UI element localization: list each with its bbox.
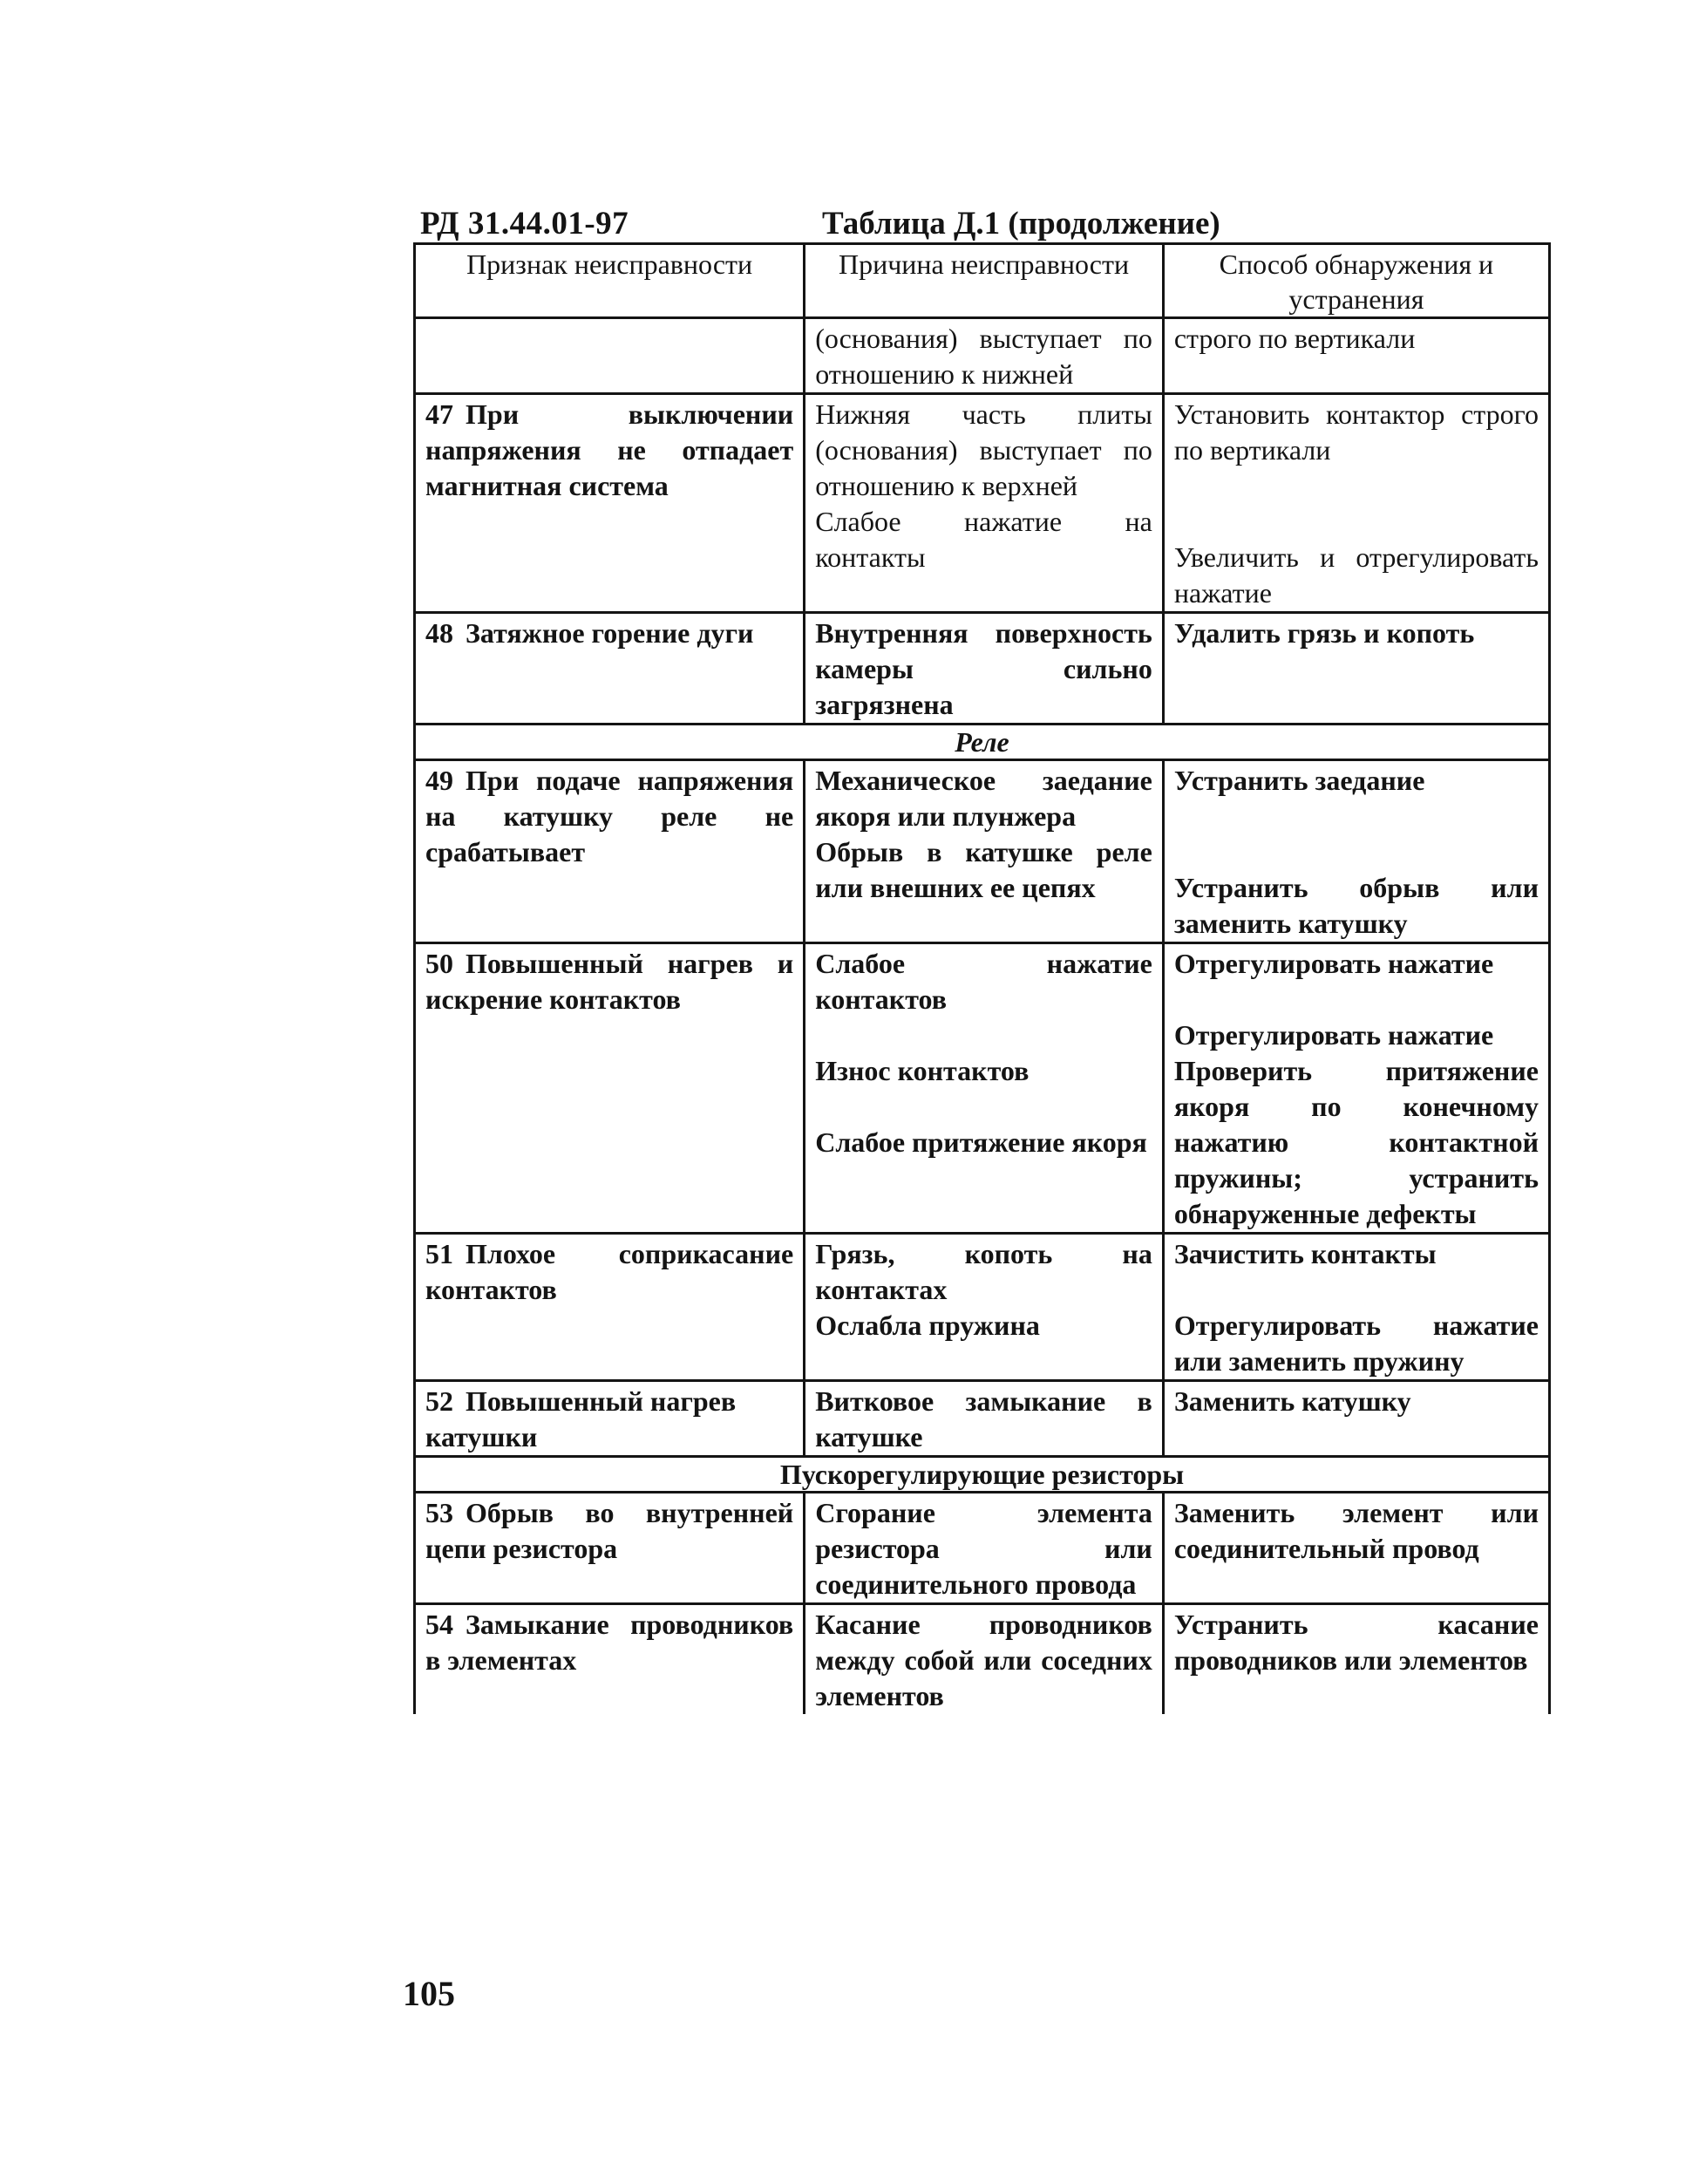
cause-text: Механическое заедание якоря или плунжера	[815, 765, 1152, 832]
method-text: Зачистить контакты	[1173, 1238, 1437, 1269]
sign-cell	[415, 1604, 805, 1715]
cause-text: Слабое нажатие контактов	[815, 948, 1152, 1015]
method-cell: Удалить грязь и копоть	[1163, 613, 1549, 725]
sign-text: Повышенный нагрев и искрение контактов	[425, 948, 794, 1015]
table-row	[415, 943, 1550, 1234]
method-cell	[1163, 760, 1549, 943]
method-cell: Заменить элемент или соединительный провод	[1163, 1493, 1549, 1604]
method-text: Проверить притяжение якоря по конечному нажатию контактной пружины; устранить обнаруженные дефекты	[1173, 1055, 1539, 1229]
method-cell	[1163, 1234, 1549, 1381]
cause-text: Слабое нажатие на контакты	[815, 506, 1152, 573]
sign-cell	[415, 1493, 805, 1604]
table-row	[415, 760, 1550, 943]
table-header-row	[415, 244, 1550, 318]
page-number: 105	[403, 1974, 455, 2013]
cause-cell	[805, 394, 1164, 613]
cause-cell	[805, 760, 1164, 943]
sign-text: Затяжное горение дуги	[466, 617, 754, 649]
row-number: 50	[425, 948, 453, 979]
sign-text: При подаче напряжения на катушку реле не срабатывает	[425, 765, 794, 867]
cause-text: Нижняя часть плиты (основания) выступает по отношению к верхней	[815, 398, 1152, 501]
document-code: РД 31.44.01-97	[420, 206, 629, 242]
sign-text: При выключении напряжения не отпадает магнитная система	[425, 398, 794, 501]
method-cell	[1163, 943, 1549, 1234]
table-row	[415, 613, 1550, 725]
row-number: 53	[425, 1497, 453, 1528]
row-number: 48	[425, 617, 453, 649]
sign-text: Обрыв во внутренней цепи резистора	[425, 1497, 794, 1564]
sign-text: 52 Повышенный нагрев	[425, 1385, 737, 1417]
section-title	[415, 725, 1550, 760]
sign-cell	[415, 318, 805, 394]
row-number: 52	[425, 1385, 453, 1417]
sign-text: катушки	[425, 1421, 538, 1453]
section-row	[415, 725, 1550, 760]
cause-cell: (основания) выступает по отношению к нижней	[805, 318, 1164, 394]
cause-cell: Витковое замыкание в катушке	[805, 1381, 1164, 1457]
method-cell: Устранить касание проводников или элементов	[1163, 1604, 1549, 1715]
table-row	[415, 1381, 1550, 1457]
sign-text: Замыкание проводников в элементах	[425, 1609, 794, 1676]
section-title-relay: Реле	[955, 726, 1009, 758]
method-text: Отрегулировать нажатие или заменить пружину	[1173, 1310, 1539, 1377]
page-header	[417, 202, 1554, 244]
sign-cell	[415, 394, 805, 613]
sign-cell	[415, 943, 805, 1234]
cause-text: Ослабла пружина	[815, 1310, 1040, 1341]
section-title	[415, 1457, 1550, 1493]
fault-table	[413, 242, 1551, 1714]
cause-text: Износ контактов	[815, 1055, 1030, 1086]
cause-cell	[805, 943, 1164, 1234]
method-text: Отрегулировать нажатие	[1173, 948, 1494, 979]
row-number: 49	[425, 765, 453, 796]
cause-text: Грязь, копоть на контактах	[815, 1238, 1152, 1305]
section-title-resistors: Пускорегулирующие резисторы	[779, 1459, 1185, 1490]
method-text: Увеличить и отрегулировать нажатие	[1173, 541, 1539, 609]
cause-cell: Внутренняя поверхность камеры сильно загрязнена	[805, 613, 1164, 725]
cause-cell: Касание проводников между собой или соседних элементов	[805, 1604, 1164, 1715]
table-title: Таблица Д.1 (продолжение)	[822, 206, 1220, 242]
sign-cell	[415, 760, 805, 943]
sign-cell	[415, 1234, 805, 1381]
cause-cell: Сгорание элемента резистора или соединительного провода	[805, 1493, 1164, 1604]
method-cell: строго по вертикали	[1163, 318, 1549, 394]
method-cell: Заменить катушку	[1163, 1381, 1549, 1457]
table-row	[415, 1493, 1550, 1604]
section-row	[415, 1457, 1550, 1493]
table-row	[415, 1234, 1550, 1381]
cause-text: Слабое притяжение якоря	[815, 1126, 1147, 1158]
method-text: Установить контактор строго по вертикали	[1173, 398, 1539, 466]
cause-cell	[805, 1234, 1164, 1381]
sign-cell	[415, 613, 805, 725]
method-text: Устранить заедание	[1173, 765, 1425, 796]
cause-text: Обрыв в катушке реле или внешних ее цепях	[815, 836, 1152, 903]
method-text: Устранить обрыв или заменить катушку	[1173, 872, 1539, 939]
table-row	[415, 318, 1550, 394]
row-number: 51	[425, 1238, 453, 1269]
table-row	[415, 394, 1550, 613]
method-cell	[1163, 394, 1549, 613]
column-header-method: Способ обнаружения и устранения	[1163, 244, 1549, 318]
sign-text: Плохое соприкасание контактов	[425, 1238, 794, 1305]
column-header-sign: Признак неисправности	[415, 244, 805, 318]
table-row	[415, 1604, 1550, 1715]
row-number: 47	[425, 398, 453, 430]
sign-cell	[415, 1381, 805, 1457]
method-text: Отрегулировать нажатие	[1173, 1019, 1494, 1051]
row-number: 54	[425, 1609, 453, 1640]
column-header-cause: Причина неисправности	[805, 244, 1164, 318]
